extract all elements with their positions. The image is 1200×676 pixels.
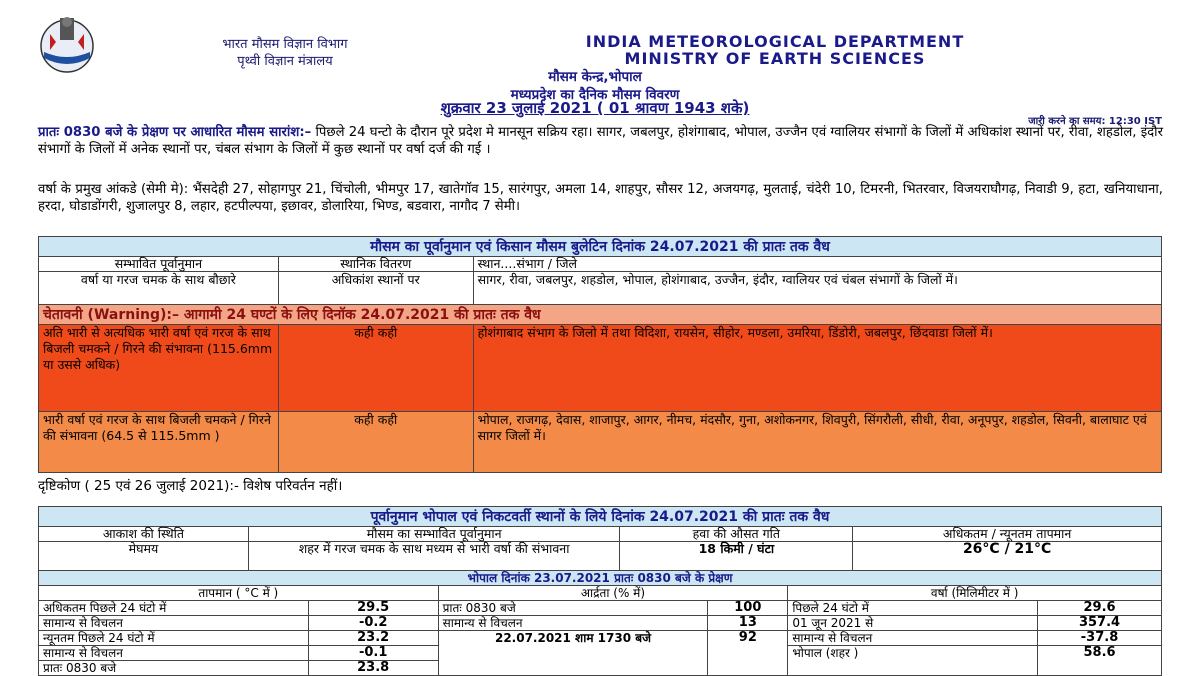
humidity-evening-value: 92 (708, 631, 788, 676)
forecast-distribution: अधिकांश स्थानों पर (278, 272, 473, 305)
warning2-distribution: कही कही (278, 412, 473, 473)
bhopal-forecast-table (38, 506, 1162, 573)
english-org-name (470, 33, 1080, 67)
min-temp-dep-value: -0.1 (308, 646, 438, 661)
warning2-places: भोपाल, राजगढ़, देवास, शाजापुर, आगर, नीमच, मंदसौर, गुना, अशोकनगर, शिवपुरी, सिंगरौली, सीधी, रीवा, अनूपपुर, शहडोल, सिवनी, बालाघाट एवं सागर जिलों में। (473, 412, 1161, 473)
hindi-org-line1: भारत मौसम विज्ञान विभाग (222, 37, 348, 52)
col-sky: आकाश की स्थिति (39, 527, 249, 542)
eng-org-line1: INDIA METEOROLOGICAL DEPARTMENT (585, 32, 965, 51)
summary-text: पिछले 24 घन्टो के दौरान पूरे प्रदेश मे मानसून सक्रिय रहा। सागर, जबलपुर, होशंगाबाद, भोपाल, उज्जैन एवं ग्वालियर संभागों के जिलों में अधिकांश स्थानों पर, रीवा, शहडोल, इंदौर संभागों के जिलों में अनेक स्थानों पर, चंबल संभाग के जिलों में कुछ स्थानों पर वर्षा दर्ज की गई । (38, 125, 1163, 157)
rain-dep-label: सामान्य से विचलन (788, 631, 1038, 646)
warning1-places: होशंगाबाद संभाग के जिलो में तथा विदिशा, रायसेन, सीहोर, मण्डला, उमरिया, डिंडोरी, जबलपुर, छिंदवाडा जिलों में। (473, 325, 1161, 412)
col-temp: अधिकतम / न्यूनतम तापमान (853, 527, 1162, 542)
max-temp-dep-value: -0.2 (308, 616, 438, 631)
col-forecast: मौसम का सम्भावित पूर्वानुमान (248, 527, 620, 542)
rain-season-value: 357.4 (1038, 616, 1162, 631)
table-row (39, 631, 1162, 646)
col-humidity: आर्द्रता (% में) (438, 586, 788, 601)
warning1-distribution: कही कही (278, 325, 473, 412)
rain-dep-value: -37.8 (1038, 631, 1162, 646)
issue-time: जारी करने का समय: 12:30 IST (1028, 116, 1162, 127)
min-temp-value: 23.2 (308, 631, 438, 646)
wind-speed: 18 किमी / घंटा (620, 542, 853, 573)
temp-0830-label: प्रातः 0830 बजे (39, 661, 309, 676)
col-wind: हवा की औसत गति (620, 527, 853, 542)
col-temperature: तापमान ( °C में ) (39, 586, 439, 601)
col-rainfall: वर्षा (मिलिमीटर में ) (788, 586, 1162, 601)
humidity-0830-label: प्रातः 0830 बजे (438, 601, 708, 616)
weather-summary (38, 125, 1163, 158)
humidity-dep-label: सामान्य से विचलन (438, 616, 708, 631)
col-phenomenon: सम्भावित पूर्वानुमान (39, 257, 279, 272)
humidity-dep-value: 13 (708, 616, 788, 631)
imd-emblem (36, 12, 98, 74)
rain-24h-value: 29.6 (1038, 601, 1162, 616)
rainfall-figures: वर्षा के प्रमुख आंकडे (सेमी मे): भैंसदेही 27, सोहागपुर 21, चिंचोली, भीमपुर 17, खातेगॉव 15, सारंगपुर, अमला 14, शाहपुर, सौसर 12, अजयगढ़, मुलताई, चंदेरी 10, टिमरनी, भितरवार, विजयराघौगढ़, निवाडी 9, हटा, खनियाधाना, हरदा, घोडाडोंगरी, शुजालपुर 8, लहार, हटपील्पया, इछावर, डोलारिया, भिण्ड, बडवारा, नागौद 7 सेमी। (38, 182, 1163, 214)
table-row (39, 601, 1162, 616)
hindi-org-line2: पृथ्वी विज्ञान मंत्रालय (237, 54, 333, 69)
min-temp-dep-label: सामान्य से विचलन (39, 646, 309, 661)
observation-title: भोपाल दिनांक 23.07.2021 प्रातः 0830 बजे के प्रेक्षण (39, 571, 1162, 586)
rain-24h-label: पिछले 24 घंटो में (788, 601, 1038, 616)
forecast-phenomenon: वर्षा या गरज चमक के साथ बौछारे (39, 272, 279, 305)
centre-name: मौसम केन्द्र,भोपाल (548, 69, 642, 85)
col-distribution: स्थानिक वितरण (278, 257, 473, 272)
summary-label: प्रातः 0830 बजे के प्रेक्षण पर आधारित मौसम सारांश:– (38, 125, 312, 140)
max-min-temp: 26°C / 21°C (853, 542, 1162, 573)
outlook: दृष्टिकोण ( 25 एवं 26 जुलाई 2021):- विशेष परिवर्तन नहीं। (38, 478, 343, 494)
report-date: शुक्रवार 23 जुलाई 2021 ( 01 श्रावण 1943 शके) (440, 99, 750, 117)
bhopal-forecast-title: पूर्वानुमान भोपाल एवं निकटवर्ती स्थानों के लिये दिनांक 24.07.2021 की प्रातः तक वैध (39, 507, 1162, 527)
rain-season-label: 01 जून 2021 से (788, 616, 1038, 631)
bhopal-forecast-text: शहर में गरज चमक के साथ मध्यम से भारी वर्षा की संभावना (248, 542, 620, 573)
max-temp-label: अधिकतम पिछले 24 घंटो में (39, 601, 309, 616)
sky-condition: मेघमय (39, 542, 249, 573)
temp-0830-value: 23.8 (308, 661, 438, 676)
min-temp-label: न्यूनतम पिछले 24 घंटो में (39, 631, 309, 646)
rain-city-value: 58.6 (1038, 646, 1162, 676)
hindi-org-name (160, 36, 410, 70)
forecast-table (38, 236, 1162, 473)
rain-city-label: भोपाल (शहर ) (788, 646, 1038, 676)
warning2-phenomenon: भारी वर्षा एवं गरज के साथ बिजली चमकने / गिरने की संभावना (64.5 से 115.5mm ) (39, 412, 279, 473)
forecast-title: मौसम का पूर्वानुमान एवं किसान मौसम बुलेटिन दिनांक 24.07.2021 की प्रातः तक वैध (39, 237, 1162, 257)
eng-org-line2: MINISTRY OF EARTH SCIENCES (624, 49, 926, 68)
table-row (39, 616, 1162, 631)
warning-title: चेतावनी (Warning):– आगामी 24 घण्टों के लिए दिनॉक 24.07.2021 की प्रातः तक वैध (39, 305, 1162, 325)
report-title: मध्यप्रदेश का दैनिक मौसम विवरण (510, 87, 680, 103)
humidity-0830-value: 100 (708, 601, 788, 616)
warning1-phenomenon: अति भारी से अत्यधिक भारी वर्षा एवं गरज के साथ बिजली चमकने / गिरने की संभावना (115.6mm या उससे अधिक) (39, 325, 279, 412)
forecast-places: सागर, रीवा, जबलपुर, शहडोल, भोपाल, होशंगाबाद, उज्जैन, इंदौर, ग्वालियर एवं चंबल संभागों के जिलों में। (473, 272, 1161, 305)
observation-table (38, 570, 1162, 676)
max-temp-dep-label: सामान्य से विचलन (39, 616, 309, 631)
col-places: स्थान....संभाग / जिले (473, 257, 1161, 272)
max-temp-value: 29.5 (308, 601, 438, 616)
humidity-evening-label: 22.07.2021 शाम 1730 बजे (438, 631, 708, 676)
